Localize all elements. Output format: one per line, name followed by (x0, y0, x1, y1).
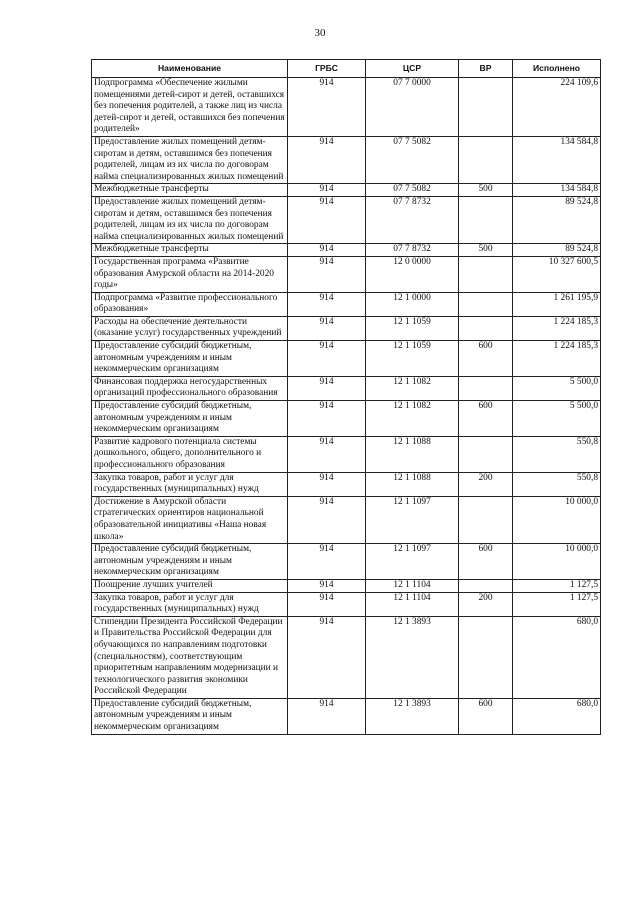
table-row (92, 698, 601, 734)
row-name: Расходы на обеспечение деятельности (оказание услуг) государственных учреждений (92, 316, 288, 340)
table-row (92, 401, 601, 437)
row-name: Межбюджетные трансферты (92, 244, 288, 257)
table-row (92, 436, 601, 472)
row-grbs: 914 (288, 401, 366, 437)
row-csr: 12 1 1088 (366, 472, 459, 496)
row-name: Предоставление жилых помещений детям-сиротам и детям, оставшимся без попечения родителей, лицам из их числа по договорам найма специализированных жилых помещений (92, 196, 288, 243)
row-vr (459, 579, 513, 592)
table-body (92, 78, 601, 735)
table-row (92, 292, 601, 316)
table-row (92, 592, 601, 616)
row-vr: 200 (459, 472, 513, 496)
row-grbs: 914 (288, 136, 366, 183)
table-row (92, 376, 601, 400)
table-row (92, 244, 601, 257)
row-csr: 12 1 1097 (366, 544, 459, 580)
row-executed: 1 261 195,9 (513, 292, 601, 316)
row-grbs: 914 (288, 698, 366, 734)
row-csr: 12 1 1082 (366, 401, 459, 437)
row-executed: 134 584,8 (513, 136, 601, 183)
row-executed: 5 500,0 (513, 376, 601, 400)
header-name: Наименование (92, 60, 288, 78)
row-name: Государственная программа «Развитие образования Амурской области на 2014-2020 годы» (92, 256, 288, 292)
row-grbs: 914 (288, 78, 366, 137)
row-grbs: 914 (288, 472, 366, 496)
row-csr: 07 7 8732 (366, 244, 459, 257)
row-vr: 600 (459, 544, 513, 580)
page-number: 30 (314, 27, 326, 39)
row-grbs: 914 (288, 592, 366, 616)
row-executed: 550,8 (513, 436, 601, 472)
row-vr (459, 292, 513, 316)
row-name: Финансовая поддержка негосударственных организаций профессионального образования (92, 376, 288, 400)
table-row (92, 256, 601, 292)
table-row (92, 496, 601, 543)
row-executed: 10 000,0 (513, 544, 601, 580)
row-grbs: 914 (288, 184, 366, 197)
row-executed: 89 524,8 (513, 196, 601, 243)
table-row (92, 316, 601, 340)
row-csr: 07 7 5082 (366, 184, 459, 197)
row-executed: 1 224 185,3 (513, 341, 601, 377)
row-name: Предоставление субсидий бюджетным, автономным учреждениям и иным некоммерческим организациям (92, 401, 288, 437)
row-name: Закупка товаров, работ и услуг для государственных (муниципальных) нужд (92, 592, 288, 616)
table-row (92, 196, 601, 243)
row-csr: 12 1 1082 (366, 376, 459, 400)
row-grbs: 914 (288, 544, 366, 580)
row-grbs: 914 (288, 316, 366, 340)
row-name: Стипендии Президента Российской Федерации и Правительства Российской Федерации для обучающихся по направлениям подготовки (специальностям), соответствующим приоритетным направлениям модернизации и технологического развития экономики Российской Федерации (92, 616, 288, 698)
row-name: Предоставление жилых помещений детям-сиротам и детям, оставшимся без попечения родителей, лицам из их числа по договорам найма специализированных жилых помещений (92, 136, 288, 183)
row-vr (459, 196, 513, 243)
row-vr (459, 496, 513, 543)
row-executed: 89 524,8 (513, 244, 601, 257)
row-vr (459, 316, 513, 340)
row-executed: 680,0 (513, 616, 601, 698)
table-row (92, 472, 601, 496)
row-grbs: 914 (288, 196, 366, 243)
table-row (92, 616, 601, 698)
row-csr: 07 7 5082 (366, 136, 459, 183)
row-csr: 12 1 1059 (366, 316, 459, 340)
header-grbs: ГРБС (288, 60, 366, 78)
row-vr (459, 436, 513, 472)
table-row (92, 136, 601, 183)
row-executed: 134 584,8 (513, 184, 601, 197)
row-name: Поощрение лучших учителей (92, 579, 288, 592)
row-vr: 600 (459, 341, 513, 377)
row-vr (459, 256, 513, 292)
row-executed: 224 109,6 (513, 78, 601, 137)
row-name: Предоставление субсидий бюджетным, автономным учреждениям и иным некоммерческим организациям (92, 544, 288, 580)
row-csr: 12 1 1104 (366, 579, 459, 592)
row-grbs: 914 (288, 376, 366, 400)
row-name: Развитие кадрового потенциала системы дошкольного, общего, дополнительного и профессионального образования (92, 436, 288, 472)
table-row (92, 341, 601, 377)
table-row (92, 544, 601, 580)
budget-table (91, 59, 601, 735)
row-grbs: 914 (288, 341, 366, 377)
row-name: Предоставление субсидий бюджетным, автономным учреждениям и иным некоммерческим организациям (92, 698, 288, 734)
row-name: Подпрограмма «Обеспечение жилыми помещениями детей-сирот и детей, оставшихся без попечения родителей, а также лиц из числа детей-сирот и детей, оставшихся без попечения родителей» (92, 78, 288, 137)
header-row (92, 60, 601, 78)
row-executed: 680,0 (513, 698, 601, 734)
row-csr: 12 1 1097 (366, 496, 459, 543)
row-name: Предоставление субсидий бюджетным, автономным учреждениям и иным некоммерческим организациям (92, 341, 288, 377)
row-executed: 1 127,5 (513, 592, 601, 616)
row-vr: 200 (459, 592, 513, 616)
row-vr: 600 (459, 698, 513, 734)
row-vr: 500 (459, 184, 513, 197)
row-grbs: 914 (288, 496, 366, 543)
row-name: Подпрограмма «Развитие профессионального образования» (92, 292, 288, 316)
row-executed: 550,8 (513, 472, 601, 496)
header-executed: Исполнено (513, 60, 601, 78)
row-vr (459, 616, 513, 698)
row-vr (459, 78, 513, 137)
row-grbs: 914 (288, 616, 366, 698)
table-row (92, 184, 601, 197)
row-name: Достижение в Амурской области стратегических ориентиров национальной образовательной инициативы «Наша новая школа» (92, 496, 288, 543)
row-vr (459, 136, 513, 183)
row-csr: 12 1 3893 (366, 698, 459, 734)
row-grbs: 914 (288, 292, 366, 316)
row-csr: 12 1 3893 (366, 616, 459, 698)
table-header (92, 60, 601, 78)
row-csr: 12 1 0000 (366, 292, 459, 316)
row-vr: 500 (459, 244, 513, 257)
row-csr: 12 0 0000 (366, 256, 459, 292)
row-vr: 600 (459, 401, 513, 437)
row-vr (459, 376, 513, 400)
row-csr: 12 1 1104 (366, 592, 459, 616)
row-grbs: 914 (288, 579, 366, 592)
row-csr: 12 1 1088 (366, 436, 459, 472)
row-name: Закупка товаров, работ и услуг для государственных (муниципальных) нужд (92, 472, 288, 496)
row-executed: 1 224 185,3 (513, 316, 601, 340)
row-executed: 1 127,5 (513, 579, 601, 592)
row-executed: 5 500,0 (513, 401, 601, 437)
row-csr: 07 7 0000 (366, 78, 459, 137)
header-vr: ВР (459, 60, 513, 78)
row-executed: 10 327 600,5 (513, 256, 601, 292)
row-executed: 10 000,0 (513, 496, 601, 543)
table-row (92, 78, 601, 137)
row-grbs: 914 (288, 436, 366, 472)
row-csr: 12 1 1059 (366, 341, 459, 377)
row-grbs: 914 (288, 256, 366, 292)
row-name: Межбюджетные трансферты (92, 184, 288, 197)
row-grbs: 914 (288, 244, 366, 257)
table-row (92, 579, 601, 592)
header-csr: ЦСР (366, 60, 459, 78)
row-csr: 07 7 8732 (366, 196, 459, 243)
